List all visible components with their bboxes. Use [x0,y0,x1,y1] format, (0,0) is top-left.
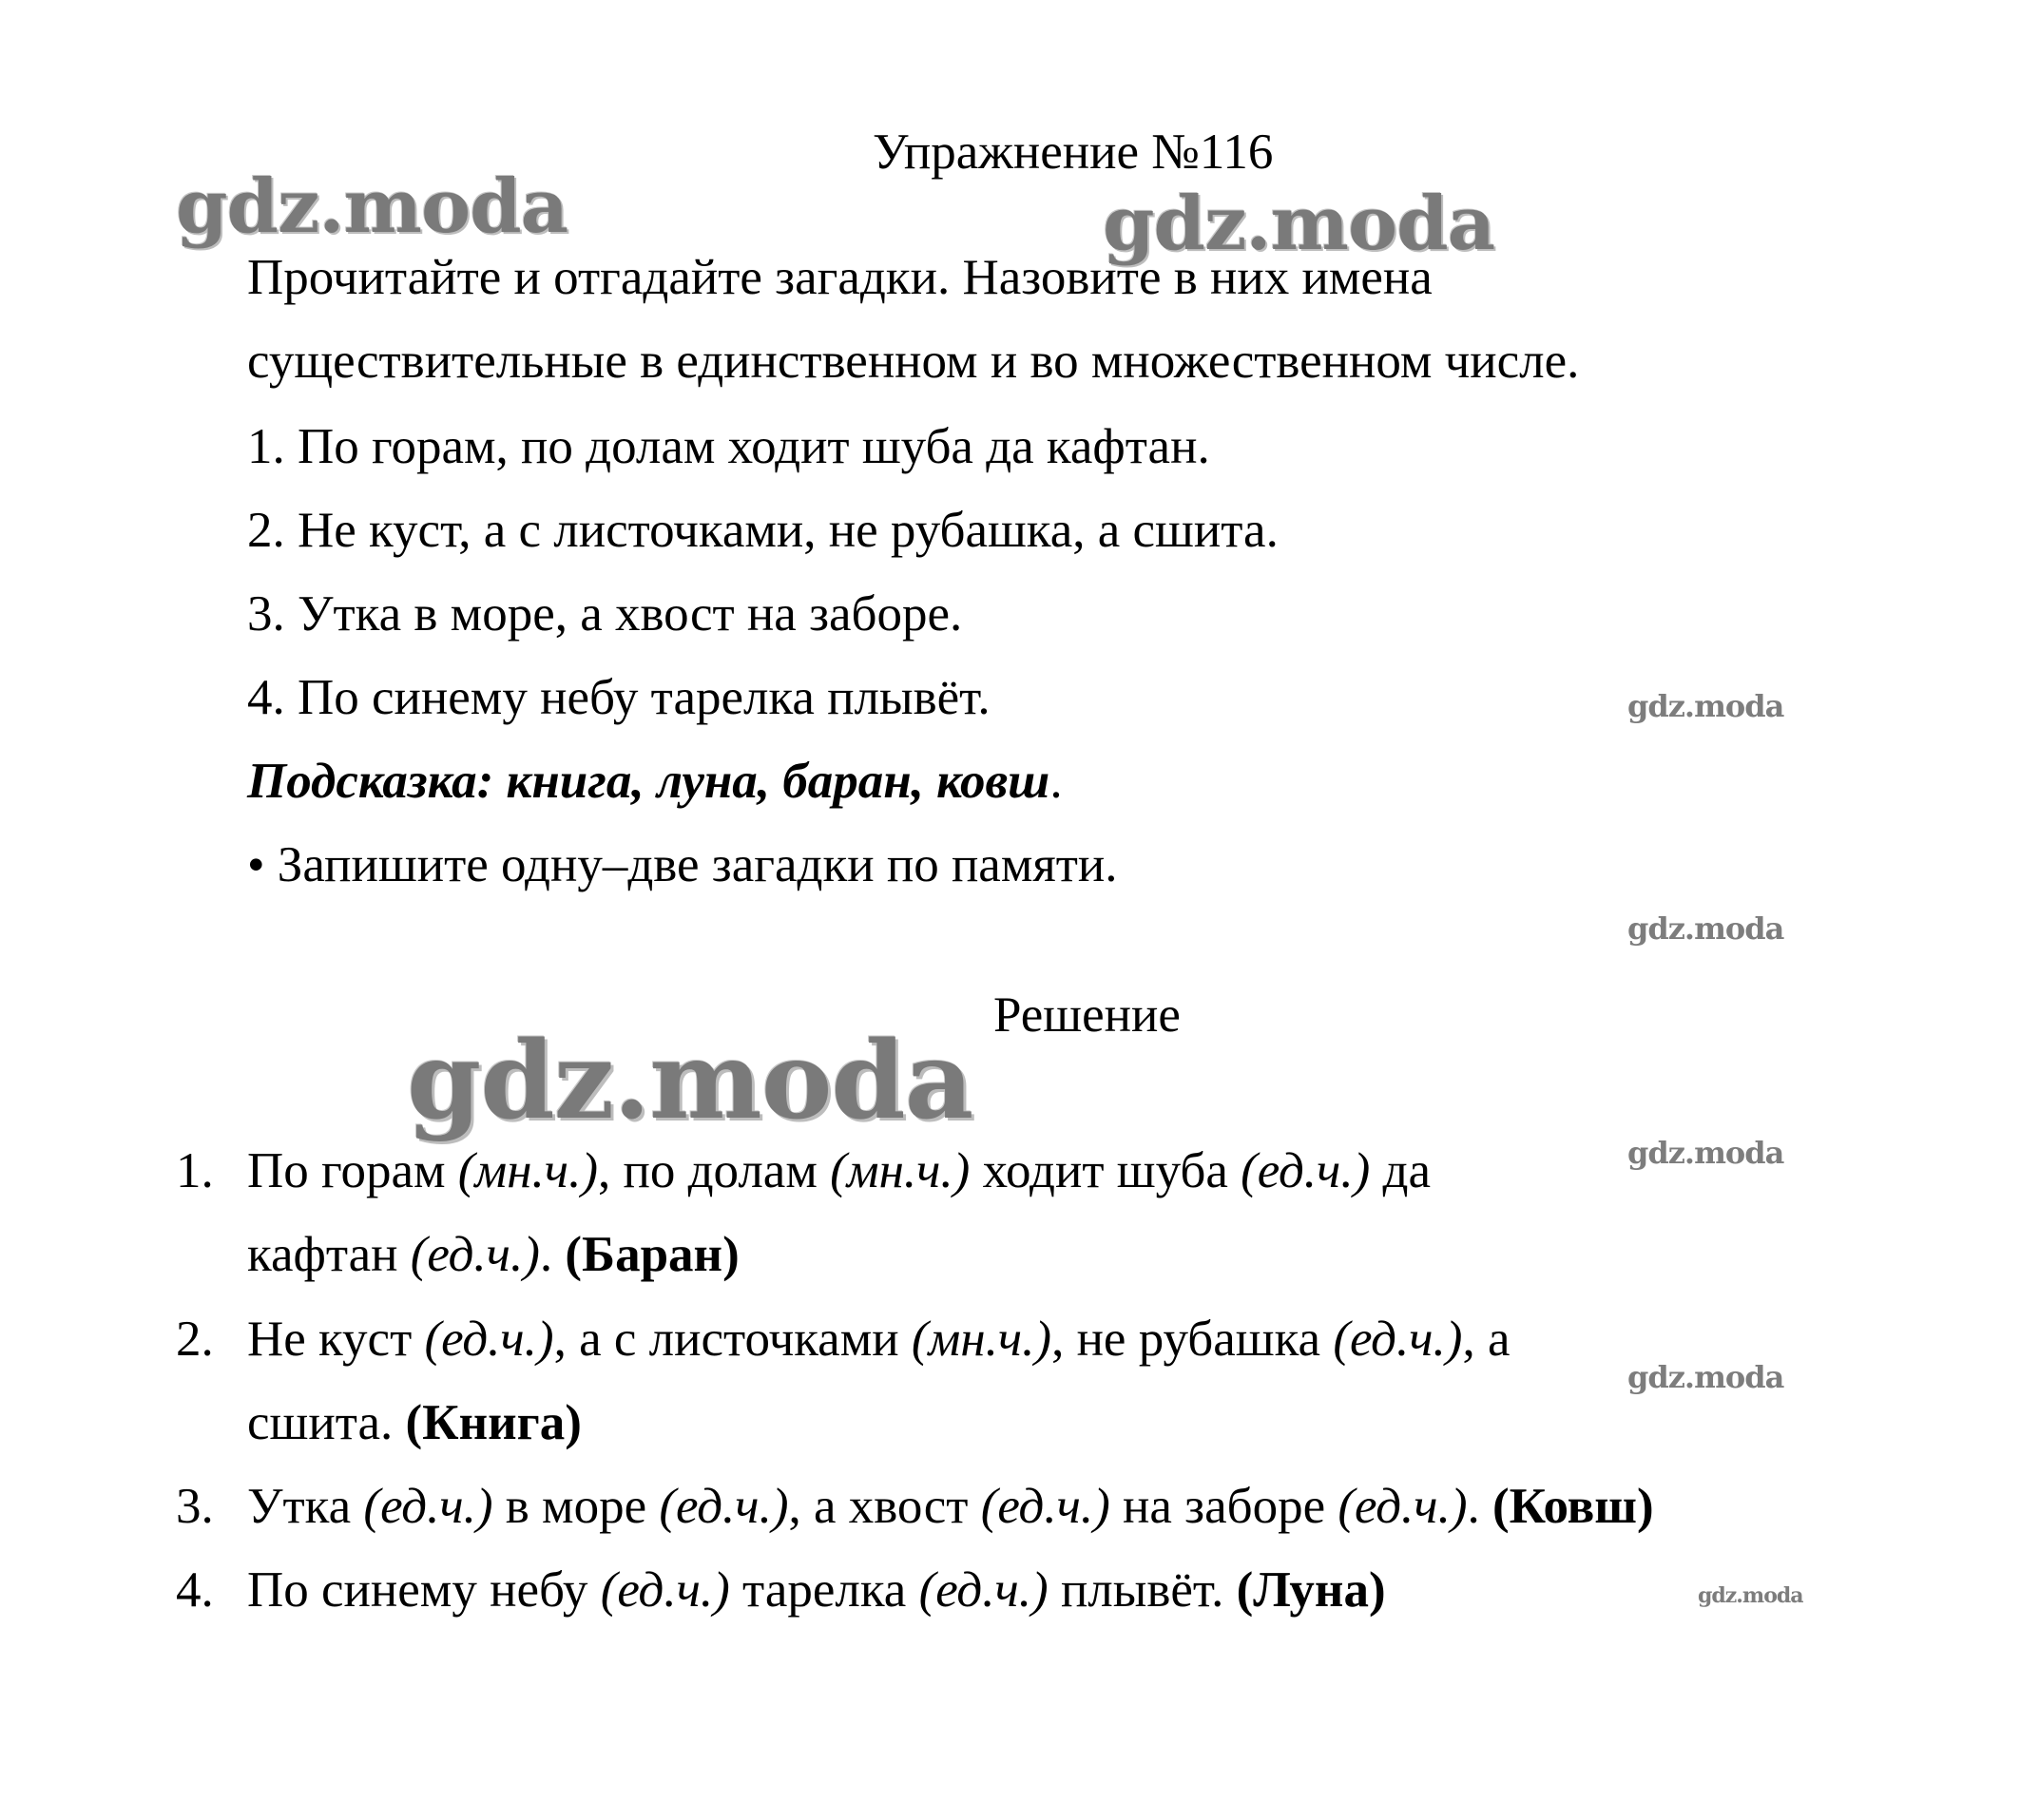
answer-text: , а [1462,1312,1511,1367]
answer-text: , а хвост [788,1479,981,1534]
watermark: gdz.moda [1627,910,1784,947]
grammar-mark: (ед.ч.) [1338,1479,1468,1534]
answer-3-number: 3. [176,1479,214,1534]
answer-2-line-2 [247,1392,582,1453]
answer-1-number: 1. [176,1143,214,1198]
answer-text: Утка [247,1479,364,1534]
answer-text: сшита. [247,1395,406,1450]
answer-text: По горам [247,1143,458,1198]
answer-4-number: 4. [176,1562,214,1618]
answer-text: плывёт. [1048,1562,1237,1618]
answer-2-number: 2. [176,1312,214,1367]
answer-text: . [1467,1479,1492,1534]
riddle-4: 4. По синему небу тарелка плывёт. [247,670,991,725]
grammar-mark: (ед.ч.) [363,1479,493,1534]
riddle-2: 2. Не куст, а с листочками, не рубашка, а сшита. [247,503,1279,558]
answer-text: По синему небу [247,1562,601,1618]
grammar-mark: (ед.ч.) [918,1562,1049,1618]
answer-text: , а с листочками [553,1312,912,1367]
riddle-answer: (Книга) [405,1395,582,1450]
grammar-mark: (ед.ч.) [980,1479,1110,1534]
riddle-answer: (Ковш) [1492,1479,1654,1534]
task-text-line-1: Прочитайте и отгадайте загадки. Назовите в них имена [247,250,1433,305]
watermark: gdz.moda [176,163,568,250]
watermark: gdz.moda [1103,181,1495,267]
grammar-mark: (ед.ч.) [659,1479,789,1534]
watermark: gdz.moda [1627,1135,1784,1171]
hint-text: Подсказка: книга, луна, баран, ковш [247,754,1050,809]
grammar-mark: (ед.ч.) [410,1227,540,1282]
answer-text: ходит шуба [970,1143,1241,1198]
hint-line [247,751,1063,812]
grammar-mark: (ед.ч.) [424,1312,554,1367]
solution-title: Решение [993,987,1181,1043]
answer-text: кафтан [247,1227,411,1282]
watermark: gdz.moda [1627,688,1784,724]
grammar-mark: (ед.ч.) [1241,1143,1371,1198]
answer-1-line-1 [247,1140,1431,1201]
answer-text: на заборе [1109,1479,1338,1534]
hint-period: . [1049,754,1063,809]
answer-text: , не рубашка [1051,1312,1334,1367]
grammar-mark: (ед.ч.) [600,1562,730,1618]
answer-text: тарелка [729,1562,919,1618]
exercise-title: Упражнение №116 [873,125,1274,180]
answer-2-line-1 [247,1309,1510,1370]
riddle-1: 1. По горам, по долам ходит шуба да кафтан. [247,419,1210,474]
watermark: gdz.moda [407,1019,973,1143]
grammar-mark: (ед.ч.) [1333,1312,1463,1367]
answer-text: да [1370,1143,1431,1198]
bullet-instruction: • Запишите одну–две загадки по памяти. [247,837,1118,892]
answer-text: Не куст [247,1312,425,1367]
answer-4-line-1 [247,1560,1386,1620]
riddle-answer: (Баран) [565,1227,740,1282]
riddle-3: 3. Утка в море, а хвост на заборе. [247,586,963,642]
grammar-mark: (мн.ч.) [457,1143,598,1198]
watermark: gdz.moda [1627,1359,1784,1395]
answer-text: в море [492,1479,660,1534]
answer-1-line-2 [247,1224,740,1285]
riddle-answer: (Луна) [1236,1562,1386,1618]
task-text-line-2: существительные в единственном и во множественном числе. [247,334,1580,389]
answer-3-line-1 [247,1476,1654,1537]
answer-text: . [539,1227,566,1282]
watermark: gdz.moda [1698,1583,1803,1608]
grammar-mark: (мн.ч.) [911,1312,1052,1367]
answer-text: , по долам [597,1143,831,1198]
grammar-mark: (мн.ч.) [830,1143,971,1198]
